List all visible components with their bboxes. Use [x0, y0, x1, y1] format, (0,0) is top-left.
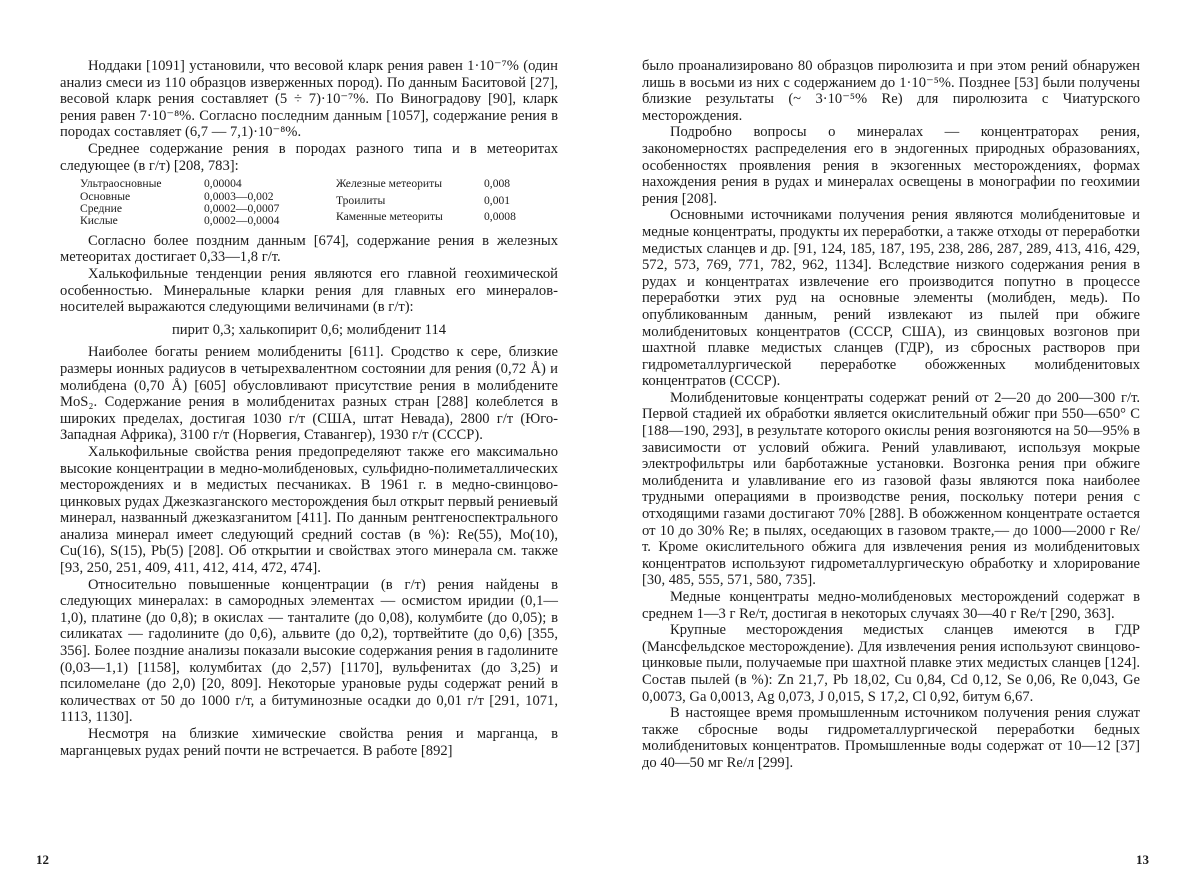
table-cell: 0,0002—0,0004 — [204, 214, 280, 228]
table-cell: Каменные метеориты — [336, 210, 443, 224]
paragraph: Относительно повышенные концентрации (в г/т) рения найдены в следующих минералах: в самородных элементах — осмистом иридии (0,1—1,0), платине (до 0,8); в окислах — танталите (до 0,08), колумбите (до 0,05); в силикатах — гадолините (до 0,6), альвите (до 0,2), тортвейтите (до 0,6) [355, 356]. Более поздние анализы показали высокие содержания рения в гадолините (0,03—1,1) [1158], колумбитах (до 2,57) [1170], вульфенитах (до 3,25) и псиломелане (до 2,0) [20, 809]. Некоторые урановые руды содержат рений в количествах от 50 до 1000 г/т, а битуминозные осадки до 0,01 г/т [291, 1071, 1113, 1130]. — [60, 576, 558, 726]
table-cell: Железные метеориты — [336, 177, 442, 191]
table-cell: Ультраосновные — [80, 177, 162, 191]
paragraph: Ноддаки [1091] установили, что весовой кларк рения равен 1·10⁻⁷% (один анализ смеси из 110 образцов изверженных пород). По данным Баситовой [27], весовой кларк рения составляет (5 ÷ 7)·10⁻⁷%. По Виноградову [90], кларк рения равен 7·10⁻⁸%. Согласно последним данным [1057], содержание рения в породах составляет (6,7 — 7,1)·10⁻⁸%. — [60, 58, 558, 141]
paragraph: Халькофильные свойства рения предопределяют также его максимально высокие концентрации в медно-молибденовых, сульфидно-полиметаллических месторождениях и в медистых песчаниках. В 1961 г. в медно-свинцово-цинковых рудах Джезказганского месторождения был открыт первый рениевый минерал, названный джезказганитом [411]. По данным рентгеноспектрального анализа минерал имеет следующий средний состав (в %): Re(55), Mo(10), Cu(16), S(15), Pb(5) [208]. Об открытии и свойствах этого минерала см. также [93, 250, 251, 409, 411, 412, 414, 472, 474]. — [60, 443, 558, 577]
mineral-clarke-line: пирит 0,3; халькопирит 0,6; молибденит 114 — [171, 321, 447, 338]
rock-content-table — [80, 178, 558, 228]
paragraph: Молибденитовые концентраты содержат рений от 2—20 до 200—300 г/т. Первой стадией их обработки является окислительный обжиг при 550—650° С [188—190, 293], в результате которого окислы рения возгоняются на 50—95% в зависимости от условий обжига. Рений улавливают, используя мокрые электрофильтры или барботажные установки. Возгонка рения при обжиге молибденита и улавливание его из газовой фазы являются пока наиболее трудными операциями в производстве рения, поскольку потери рения с отходящими газами достигают 70% [288]. В обожженном концентрате остается от 10 до 30% Re; в пылях, оседающих в газовом тракте,— до 1000—2000 г Re/т. Кроме окислительного обжига для извлечения рения из молибденитовых концентратов используют гидрометаллургическую обработку и хлорирование [30, 485, 555, 571, 580, 735]. — [642, 389, 1140, 589]
table-cell: 0,001 — [484, 193, 511, 207]
table-cell: 0,0002—0,0007 — [204, 201, 280, 215]
paragraph: Халькофильные тенденции рения являются его главной геохимической особенностью. Минеральные кларки рения для главных его минералов-носителей выражаются следующими величинами (в г/т): — [60, 265, 558, 316]
meteorites-column — [336, 178, 544, 228]
left-page — [60, 58, 558, 759]
page-number: 13 — [1136, 852, 1149, 867]
paragraph: Основными источниками получения рения являются молибденитовые и медные концентраты, продукты их переработки, а также отходы от переработки медистых сланцев и др. [91, 124, 185, 187, 195, 238, 286, 287, 289, 413, 416, 429, 572, 573, 769, 771, 782, 962, 1134]. Вследствие низкого содержания рения в рудах и концентратах извлечение его производится попутно в процессе переработки этих руд на основные элементы (молибден, медь). По опубликованным данным, рений извлекают из пылей при обжиге молибденитовых концентратов (СССР, США), из свинцовых возгонов при шахтной плавке медистых сланцев (ГДР), из сбросных растворов при гидрометаллургической переработке обожженных молибденитовых концентратов (СССР). — [642, 207, 1140, 390]
paragraph: Подробно вопросы о минералах — концентраторах рения, закономерностях распределения его в эндогенных природных образованиях, особенностях проявления рения в экзогенных месторождениях, формах нахождения рения в рудах и минералах освещены в монографии по геохимии рения [208]. — [642, 124, 1140, 207]
table-cell: Средние — [80, 201, 122, 215]
paragraph: Несмотря на близкие химические свойства рения и марганца, в марганцевых рудах рений почти не встречается. В работе [892] — [60, 726, 558, 759]
rock-types-column — [80, 178, 322, 228]
table-cell: Основные — [80, 189, 131, 203]
paragraph: Наиболее богаты рением молибдениты [611]. Сродство к сере, близкие размеры ионных радиусов в четырехвалентном состоянии для рения (0,72 Å) и молибдена (0,70 Å) [605] обусловливают присутствие рения в молибдените MoS₂. Содержание рения в молибденитах разных стран [288] колеблется в широких пределах, достигая 1030 г/т (США, штат Невада), 2800 г/т (Юго-Западная Африка), 3100 г/т (Норвегия, Ставангер), 1930 г/т (СССР). — [60, 344, 558, 444]
page-number: 12 — [36, 852, 49, 867]
table-cell: Кислые — [80, 214, 118, 228]
paragraph: Среднее содержание рения в породах разного типа и в метеоритах следующее (в г/т) [208, 783]: — [60, 140, 558, 174]
paragraph: было проанализировано 80 образцов пиролюзита и при этом рений обнаружен лишь в восьми из них с содержанием до 1·10⁻⁵%. Позднее [53] были получены близкие результаты (~ 3·10⁻⁵% Re) для пиролюзита с Чиатурского месторождения. — [642, 58, 1140, 124]
paragraph: Крупные месторождения медистых сланцев имеются в ГДР (Мансфельдское месторождение). Для извлечения рения используют свинцово-цинковые пыли, получаемые при шахтной плавке этих медистых сланцев [124]. Состав пылей (в %): Zn 21,7, Pb 18,02, Cu 0,84, Cd 0,12, Se 0,06, Re 0,043, Ge 0,0073, Ga 0,0013, Ag 0,073, J 0,015, S 17,2, Cl 0,92, битум 6,67. — [642, 622, 1140, 705]
table-cell: 0,0008 — [484, 210, 516, 224]
paragraph: Медные концентраты медно-молибденовых месторождений содержат в среднем 1—3 г Re/т, достигая в некоторых случаях 30—40 г Re/т [290, 363]. — [642, 589, 1140, 622]
paragraph: В настоящее время промышленным источником получения рения служат также сбросные воды гидрометаллургической переработки бедных молибденитовых концентратов. Промышленные воды содержат от 10—12 [37] до 40—50 мг Re/л [299]. — [642, 705, 1140, 771]
table-cell: 0,00004 — [204, 177, 242, 191]
table-cell: 0,0003—0,002 — [204, 189, 274, 203]
table-cell: Троилиты — [336, 193, 386, 207]
table-cell: 0,008 — [484, 177, 511, 191]
paragraph: Согласно более поздним данным [674], содержание рения в железных метеоритах достигает 0,33—1,8 г/т. — [60, 232, 558, 266]
right-page — [642, 58, 1140, 772]
